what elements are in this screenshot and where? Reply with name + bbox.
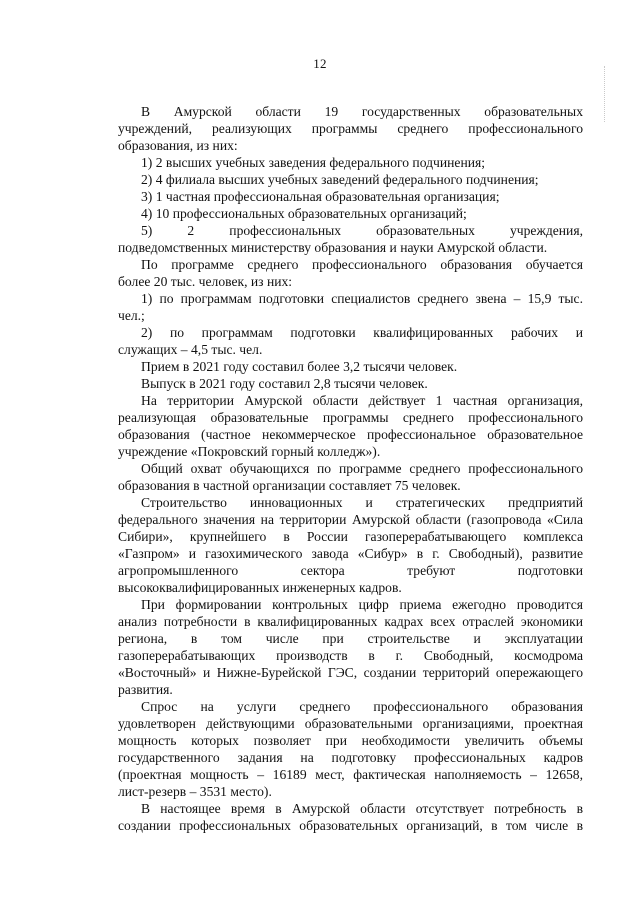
text-line: (проектная мощность – 16189 мест, фактическая наполняемость – 12658, xyxy=(118,767,583,782)
text-line: образования (частное некоммерческое профессиональное образовательное xyxy=(118,427,583,442)
text-line: В Амурской области 19 государственных образовательных xyxy=(141,104,583,119)
page-number: 12 xyxy=(313,56,327,71)
text-line: 3) 1 частная профессиональная образовательная организация; xyxy=(141,189,500,204)
text-line: По программе среднего профессионального образования обучается xyxy=(141,257,583,272)
text-line: федерального значения на территории Амурской области (газопровода «Сила xyxy=(118,512,583,527)
text-line: 2) 4 филиала высших учебных заведений федерального подчинения; xyxy=(141,172,539,187)
text-line: Выпуск в 2021 году составил 2,8 тысячи человек. xyxy=(141,376,428,391)
text-line: Строительство инновационных и стратегических предприятий xyxy=(141,495,583,510)
text-line: учреждений, реализующих программы среднего профессионального xyxy=(118,121,583,136)
text-line: Сибири», крупнейшего в России газоперерабатывающего комплекса xyxy=(118,529,583,544)
text-line: На территории Амурской области действует 1 частная организация, xyxy=(141,393,583,408)
text-line: 2) по программам подготовки квалифицированных рабочих и xyxy=(141,325,583,340)
text-line: образования в частной организации составляет 75 человек. xyxy=(118,478,461,493)
text-line: 1) по программам подготовки специалистов среднего звена – 15,9 тыс. xyxy=(141,291,583,306)
text-line: 4) 10 профессиональных образовательных организаций; xyxy=(141,206,467,221)
text-line: Общий охват обучающихся по программе среднего профессионального xyxy=(141,461,583,476)
text-line: удовлетворен действующими образовательными организациями, проектная xyxy=(118,716,583,731)
text-line: высококвалифицированных инженерных кадров. xyxy=(118,580,402,595)
text-line: реализующая образовательные программы среднего профессионального xyxy=(118,410,583,425)
text-line: агропромышленного сектора требуют подготовки xyxy=(118,563,583,578)
text-line: государственного задания на подготовку профессиональных кадров xyxy=(118,750,583,765)
text-line: создании профессиональных образовательных организаций, в том числе в xyxy=(118,818,583,833)
text-line: анализ потребности в квалифицированных кадрах всех отраслей экономики xyxy=(118,614,583,629)
text-line: более 20 тыс. человек, из них: xyxy=(118,274,293,289)
text-line: мощность которых позволяет при необходимости увеличить объемы xyxy=(118,733,583,748)
text-line: Спрос на услуги среднего профессионального образования xyxy=(141,699,583,714)
text-line: 1) 2 высших учебных заведения федерального подчинения; xyxy=(141,155,486,170)
text-line: «Газпром» и газохимического завода «Сибур» в г. Свободный), развитие xyxy=(118,546,583,561)
text-line: чел.; xyxy=(118,308,145,323)
text-line: развития. xyxy=(118,682,173,697)
text-line: лист-резерв – 3531 место). xyxy=(118,784,272,799)
text-line: «Восточный» и Нижне-Бурейской ГЭС, создании территорий опережающего xyxy=(118,665,583,680)
text-line: региона, в том числе при строительстве и эксплуатации xyxy=(118,631,583,646)
margin-mark xyxy=(598,66,605,122)
text-line: образования, из них: xyxy=(118,138,238,153)
text-line: Прием в 2021 году составил более 3,2 тысячи человек. xyxy=(141,359,458,374)
text-line: подведомственных министерству образования и науки Амурской области. xyxy=(118,240,548,255)
text-line: учреждение «Покровский горный колледж»). xyxy=(118,444,381,459)
text-line: При формировании контрольных цифр приема ежегодно проводится xyxy=(141,597,583,612)
text-line: 5) 2 профессиональных образовательных учреждения, xyxy=(141,223,583,238)
text-line: служащих – 4,5 тыс. чел. xyxy=(118,342,263,357)
text-line: В настоящее время в Амурской области отсутствует потребность в xyxy=(141,801,583,816)
text-line: газоперерабатывающих производств в г. Свободный, космодрома xyxy=(118,648,583,663)
